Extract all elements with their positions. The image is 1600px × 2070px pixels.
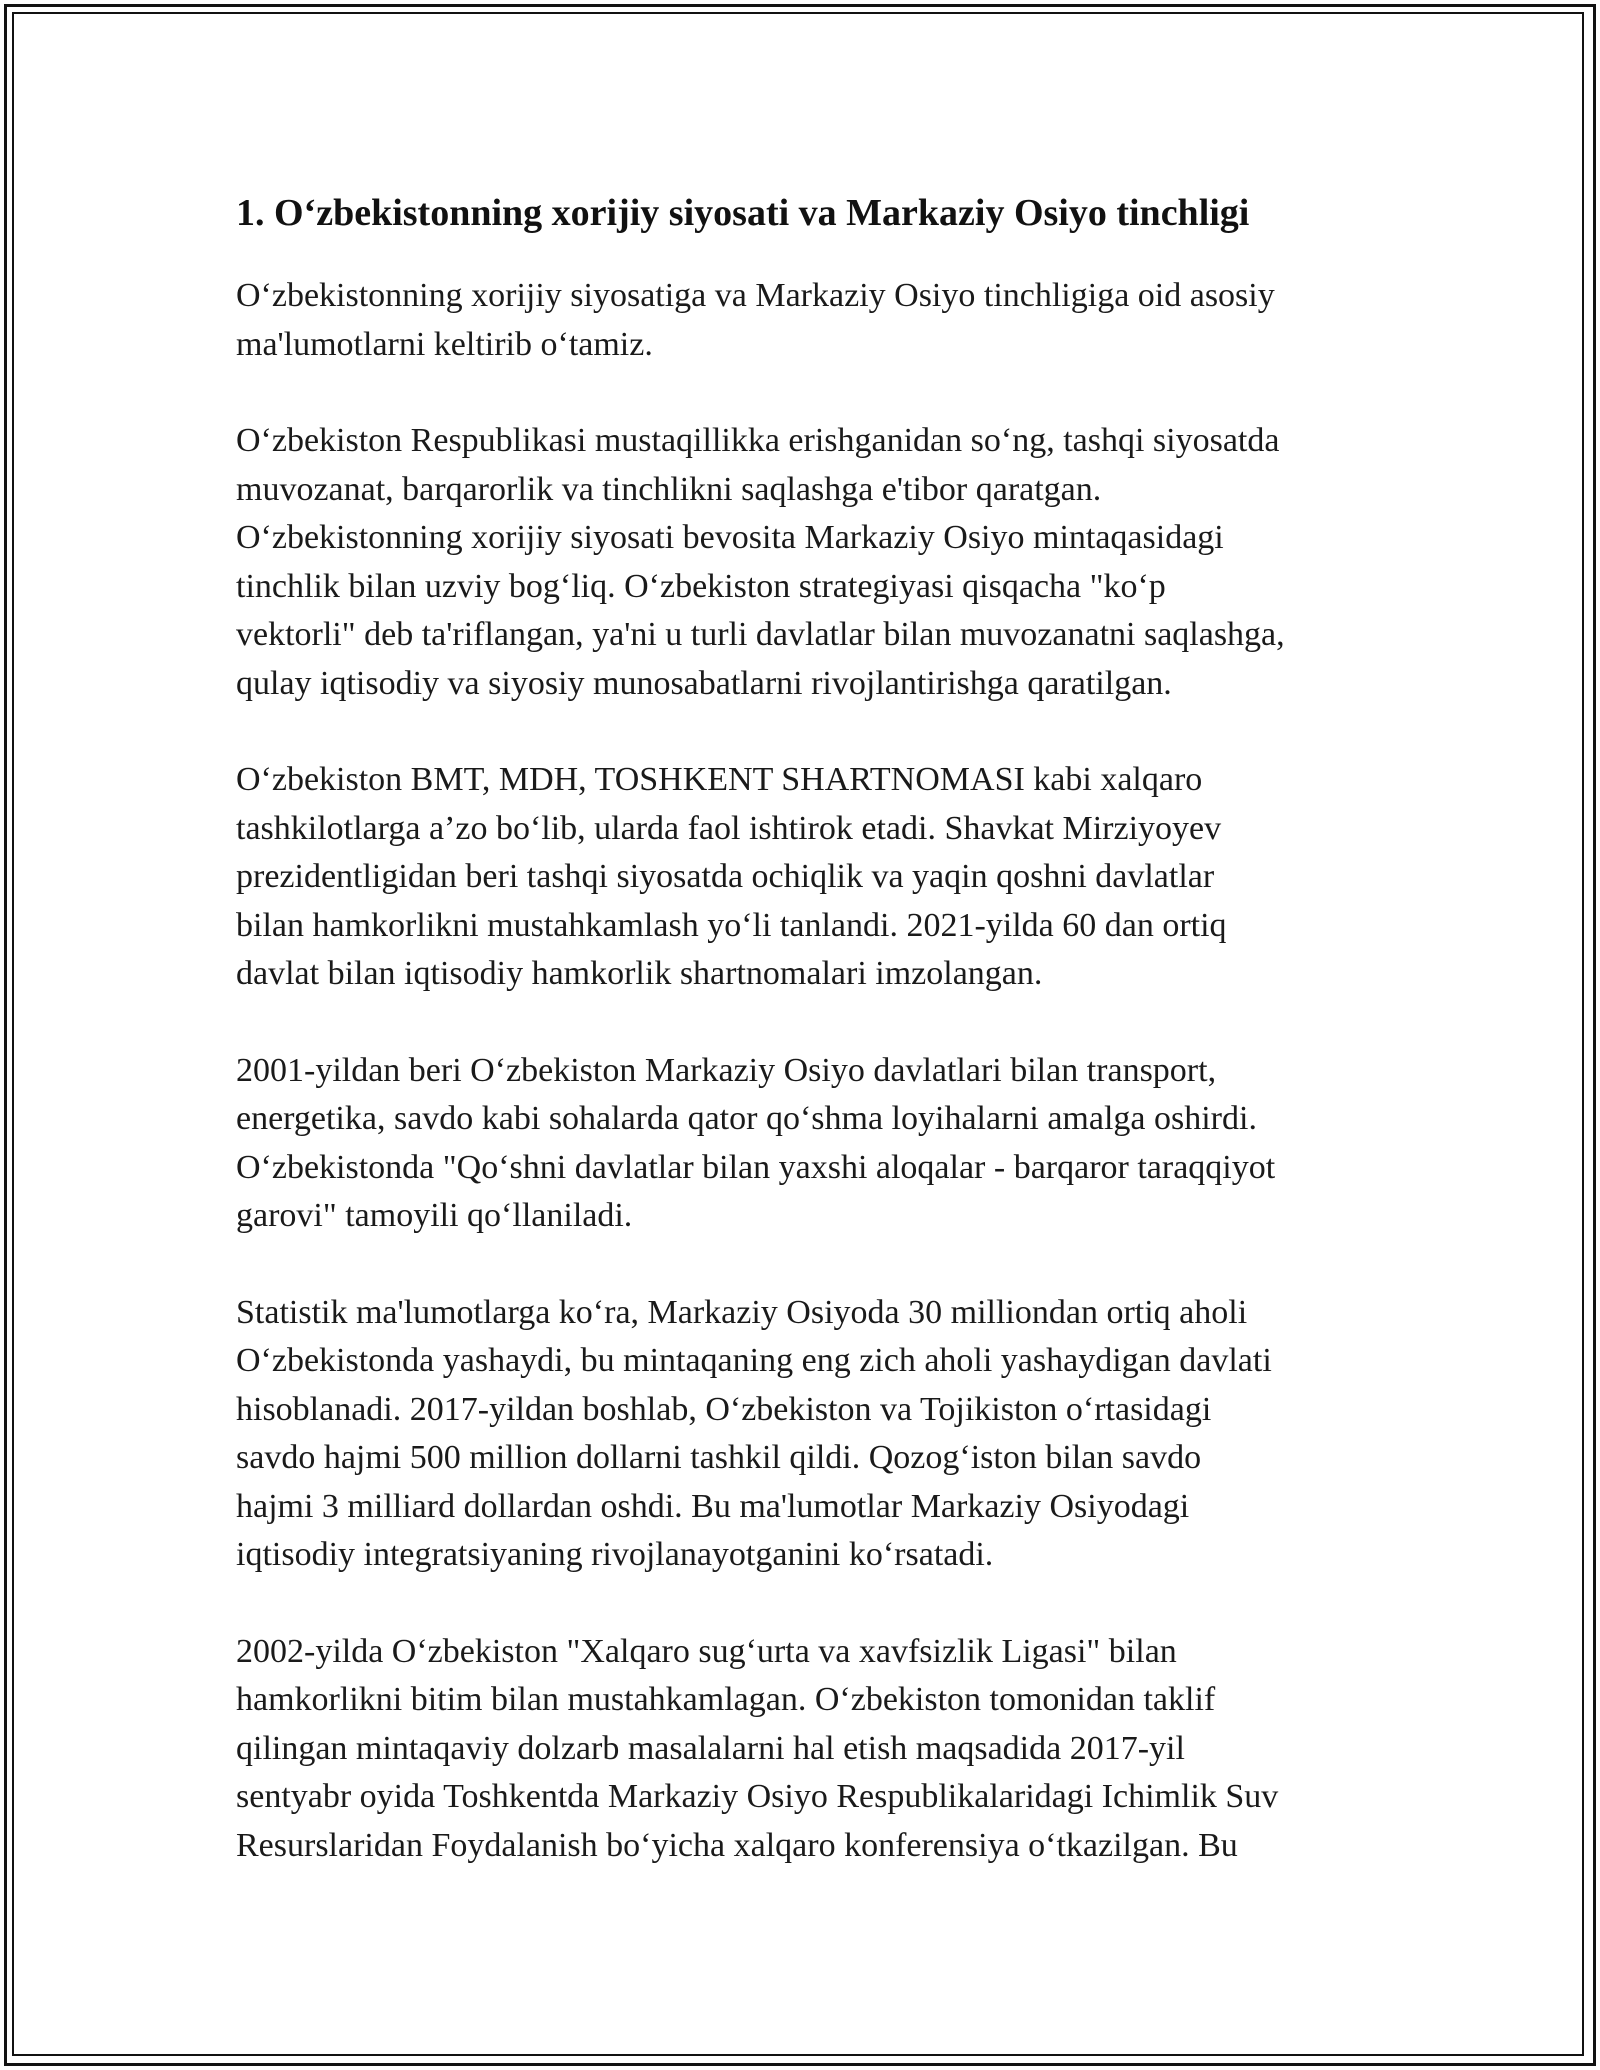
text-line: vektorli" deb ta'riflangan, ya'ni u turli davlatlar bilan muvozanatni saqlashga, — [236, 616, 1285, 653]
text-line: energetika, savdo kabi sohalarda qator qo‘shma loyihalarni amalga oshirdi. — [236, 1100, 1257, 1137]
text-line: O‘zbekiston BMT, MDH, TOSHKENT SHARTNOMASI kabi xalqaro — [236, 761, 1203, 798]
text-line: Statistik ma'lumotlarga ko‘ra, Markaziy Osiyoda 30 milliondan ortiq aholi — [236, 1293, 1248, 1331]
document-title: 1. O‘zbekistonning xorijiy siyosati va Markaziy Osiyo tinchligi — [236, 192, 1250, 234]
text-line: garovi" tamoyili qo‘llaniladi. — [236, 1197, 633, 1234]
text-line: O‘zbekistonning xorijiy siyosatiga va Markaziy Osiyo tinchligiga oid asosiy — [236, 277, 1275, 314]
text-line: O‘zbekiston Respublikasi mustaqillikka erishganidan so‘ng, tashqi siyosatda — [236, 422, 1280, 459]
paragraph-5 — [236, 1289, 1372, 1580]
text-line: muvozanat, barqarorlik va tinchlikni saqlashga e'tibor qaratgan. — [236, 470, 1102, 508]
text-line: savdo hajmi 500 million dollarni tashkil qildi. Qozog‘iston bilan savdo — [236, 1439, 1202, 1476]
text-line: hajmi 3 milliard dollardan oshdi. Bu ma'lumotlar Markaziy Osiyodagi — [236, 1487, 1190, 1525]
text-line: 2001-yildan beri O‘zbekiston Markaziy Osiyo davlatlari bilan transport, — [236, 1051, 1217, 1089]
text-line: tinchlik bilan uzviy bog‘liq. O‘zbekiston strategiyasi qisqacha "ko‘p — [236, 567, 1166, 605]
text-line: iqtisodiy integratsiyaning rivojlanayotganini ko‘rsatadi. — [236, 1536, 994, 1573]
text-line: prezidentligidan beri tashqi siyosatda ochiqlik va yaqin qoshni davlatlar — [236, 858, 1215, 895]
text-line: qulay iqtisodiy va siyosiy munosabatlarni rivojlantirishga qaratilgan. — [236, 664, 1172, 702]
text-line: qilingan mintaqaviy dolzarb masalalarni hal etish maqsadida 2017-yil — [236, 1729, 1185, 1767]
text-line: 2002-yilda O‘zbekiston "Xalqaro sug‘urta va xavfsizlik Ligasi" bilan — [236, 1632, 1177, 1670]
text-line: O‘zbekistonning xorijiy siyosati bevosita Markaziy Osiyo mintaqasidagi — [236, 519, 1224, 556]
text-line: bilan hamkorlikni mustahkamlash yo‘li tanlandi. 2021-yilda 60 dan ortiq — [236, 906, 1227, 944]
text-line: hamkorlikni bitim bilan mustahkamlagan. O‘zbekiston tomonidan taklif — [236, 1681, 1216, 1718]
paragraph-3 — [236, 756, 1372, 999]
text-line: Resurslaridan Foydalanish bo‘yicha xalqaro konferensiya o‘tkazilgan. Bu — [236, 1826, 1238, 1864]
text-line: ma'lumotlarni keltirib o‘tamiz. — [236, 325, 653, 363]
paragraph-2 — [236, 417, 1372, 708]
text-line: tashkilotlarga a’zo bo‘lib, ularda faol ishtirok etadi. Shavkat Mirziyoyev — [236, 809, 1222, 847]
text-line: sentyabr oyida Toshkentda Markaziy Osiyo Respublikalaridagi Ichimlik Suv — [236, 1778, 1279, 1815]
text-line: O‘zbekistonda "Qo‘shni davlatlar bilan yaxshi aloqalar - barqaror taraqqiyot — [236, 1148, 1276, 1186]
text-line: O‘zbekistonda yashaydi, bu mintaqaning eng zich aholi yashaydigan davlati — [236, 1342, 1272, 1379]
text-line: davlat bilan iqtisodiy hamkorlik shartnomalari imzolangan. — [236, 955, 1043, 992]
paragraph-4 — [236, 1047, 1372, 1241]
text-line: hisoblanadi. 2017-yildan boshlab, O‘zbekiston va Tojikiston o‘rtasidagi — [236, 1390, 1212, 1428]
document-body — [236, 186, 1372, 1918]
paragraph-6 — [236, 1628, 1372, 1871]
paragraph-1 — [236, 272, 1372, 369]
